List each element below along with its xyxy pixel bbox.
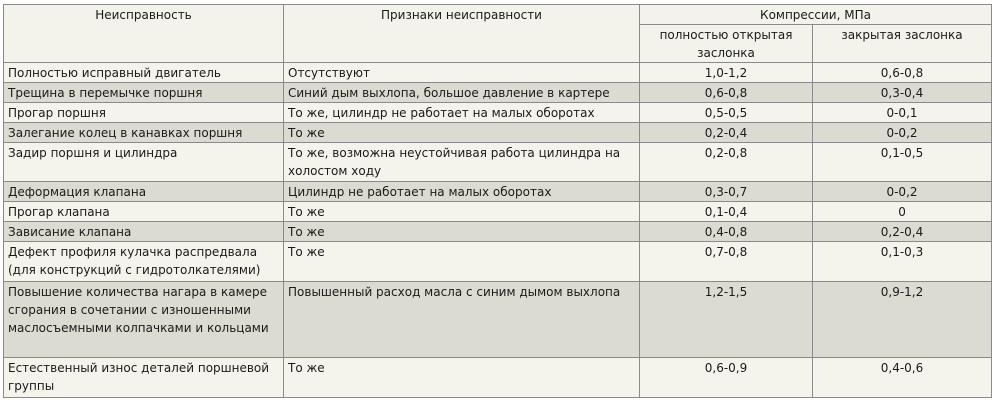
table-row xyxy=(4,358,992,398)
cell-closed: 0 xyxy=(813,202,992,222)
table-row xyxy=(4,143,992,182)
cell-closed: 0,2-0,4 xyxy=(813,222,992,242)
cell-closed: 0,4-0,6 xyxy=(813,358,992,398)
cell-fault: Задир поршня и цилиндра xyxy=(4,143,284,182)
cell-open: 1,0-1,2 xyxy=(640,63,813,83)
compression-table xyxy=(3,4,992,398)
cell-signs: То же, цилиндр не работает на малых оборотах xyxy=(284,103,640,123)
cell-open: 0,1-0,4 xyxy=(640,202,813,222)
cell-signs: Отсутствуют xyxy=(284,63,640,83)
cell-closed: 0,9-1,2 xyxy=(813,282,992,358)
cell-closed: 0,1-0,5 xyxy=(813,143,992,182)
table-row xyxy=(4,103,992,123)
cell-closed: 0-0,2 xyxy=(813,182,992,202)
header-signs: Признаки неисправности xyxy=(284,5,640,63)
cell-closed: 0,6-0,8 xyxy=(813,63,992,83)
table-row xyxy=(4,63,992,83)
cell-open: 0,5-0,5 xyxy=(640,103,813,123)
table-row xyxy=(4,123,992,143)
table-row xyxy=(4,202,992,222)
cell-open: 0,3-0,7 xyxy=(640,182,813,202)
table-row xyxy=(4,222,992,242)
cell-fault: Прогар клапана xyxy=(4,202,284,222)
cell-fault: Дефект профиля кулачка распредвала (для конструкций с гидротолкателями) xyxy=(4,242,284,282)
cell-signs: Цилиндр не работает на малых оборотах xyxy=(284,182,640,202)
cell-open: 0,4-0,8 xyxy=(640,222,813,242)
cell-open: 0,2-0,4 xyxy=(640,123,813,143)
cell-signs: То же xyxy=(284,358,640,398)
cell-open: 1,2-1,5 xyxy=(640,282,813,358)
header-closed-throttle: закрытая заслонка xyxy=(813,25,992,63)
cell-open: 0,6-0,9 xyxy=(640,358,813,398)
cell-signs: То же xyxy=(284,123,640,143)
cell-fault: Зависание клапана xyxy=(4,222,284,242)
cell-closed: 0-0,2 xyxy=(813,123,992,143)
cell-signs: Повышенный расход масла с синим дымом выхлопа xyxy=(284,282,640,358)
cell-signs: То же xyxy=(284,202,640,222)
cell-closed: 0,3-0,4 xyxy=(813,83,992,103)
cell-fault: Залегание колец в канавках поршня xyxy=(4,123,284,143)
cell-closed: 0,1-0,3 xyxy=(813,242,992,282)
cell-fault: Полностью исправный двигатель xyxy=(4,63,284,83)
cell-fault: Деформация клапана xyxy=(4,182,284,202)
cell-signs: Синий дым выхлопа, большое давление в картере xyxy=(284,83,640,103)
cell-open: 0,7-0,8 xyxy=(640,242,813,282)
table-row xyxy=(4,282,992,358)
cell-signs: То же, возможна неустойчивая работа цилиндра на холостом ходу xyxy=(284,143,640,182)
table-row xyxy=(4,83,992,103)
table-row xyxy=(4,182,992,202)
cell-open: 0,2-0,8 xyxy=(640,143,813,182)
cell-signs: То же xyxy=(284,242,640,282)
cell-fault: Естественный износ деталей поршневой группы xyxy=(4,358,284,398)
cell-fault: Прогар поршня xyxy=(4,103,284,123)
cell-signs: То же xyxy=(284,222,640,242)
header-compression: Компрессии, МПа xyxy=(640,5,992,25)
cell-open: 0,6-0,8 xyxy=(640,83,813,103)
table-row xyxy=(4,242,992,282)
header-fault: Неисправность xyxy=(4,5,284,63)
cell-fault: Повышение количества нагара в камере сгорания в сочетании с изношенными маслосъемными колпачками и кольцами xyxy=(4,282,284,358)
cell-closed: 0-0,1 xyxy=(813,103,992,123)
cell-fault: Трещина в перемычке поршня xyxy=(4,83,284,103)
header-open-throttle: полностью открытая заслонка xyxy=(640,25,813,63)
